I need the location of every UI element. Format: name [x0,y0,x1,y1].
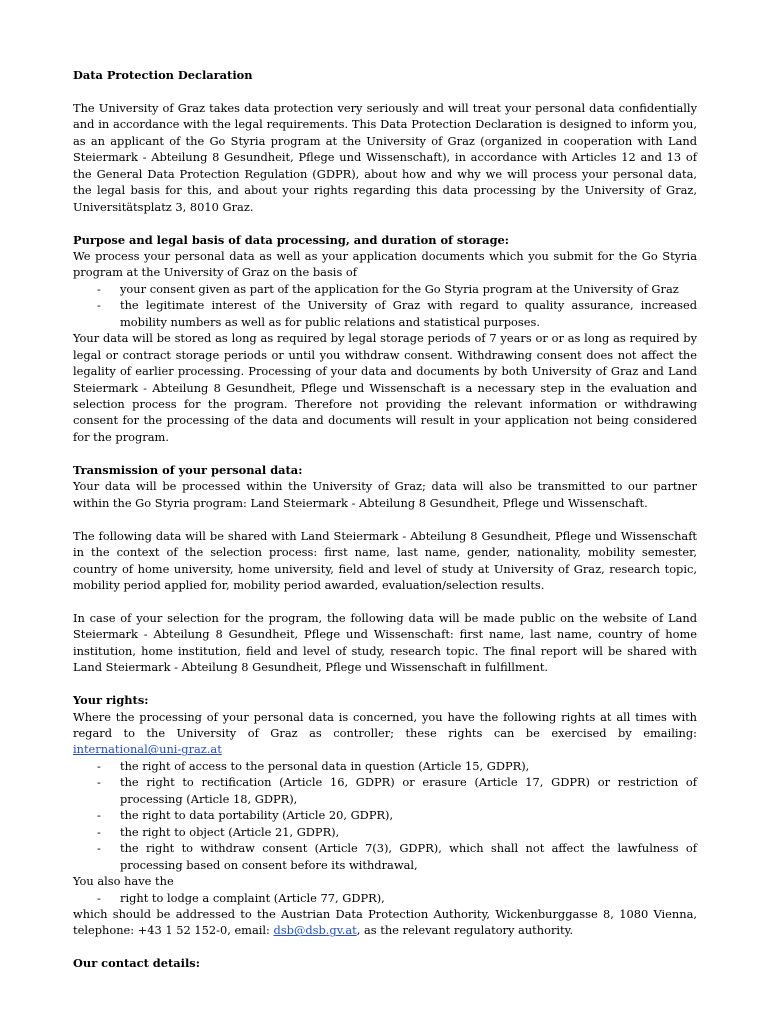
rights-heading: Your rights: [73,693,149,708]
intro-paragraph: The University of Graz takes data protection very seriously and will treat your personal data confidentially and in accordance with the legal requirements. This Data Protection Declaration is designed to inform you, as an applicant of the Go Styria program at the University of Graz (organized in cooperation with Land Steiermark - Abteilung 8 Gesundheit, Pflege und Wissenschaft), in accordance with Articles 12 and 13 of the General Data Protection Regulation (GDPR), about how and why we will process your personal data, the legal basis for this, and about your rights regarding this data processing by the University of Graz, Universitätsplatz 3, 8010 Graz. [73,100,697,214]
document-title: Data Protection Declaration [73,68,253,82]
list-item: - the right to rectification (Article 16, GDPR) or erasure (Article 17, GDPR) or restriction of processing (Article 18, GDPR), [73,774,697,807]
rights-also-list [73,890,697,906]
list-item: - the right of access to the personal data in question (Article 15, GDPR), [73,758,697,774]
rights-also: You also have the [73,874,174,889]
authority-paragraph [73,906,697,939]
transmission-heading: Transmission of your personal data: [73,462,303,477]
list-item: - the legitimate interest of the University of Graz with regard to quality assurance, increased mobility numbers as well as for public relations and statistical purposes. [73,297,697,330]
list-item: - the right to object (Article 21, GDPR), [73,824,697,840]
rights-lead-text: Where the processing of your personal data is concerned, you have the following rights at all times with regard to the University of Graz as controller; these rights can be exercised by emailing: [73,709,697,741]
transmission-paragraph-1: Your data will be processed within the University of Graz; data will also be transmitted to our partner within the Go Styria program: Land Steiermark - Abteilung 8 Gesundheit, Pflege und Wissenschaft. [73,479,697,510]
rights-list [73,758,697,873]
purpose-lead: We process your personal data as well as your application documents which you submit for the Go Styria program at the University of Graz on the basis of [73,248,697,280]
list-item: - the right to withdraw consent (Article 7(3), GDPR), which shall not affect the lawfulness of processing based on consent before its withdrawal, [73,840,697,873]
international-email-link[interactable]: international@uni-graz.at [73,742,222,757]
purpose-heading: Purpose and legal basis of data processing, and duration of storage: [73,232,509,247]
list-item: - your consent given as part of the application for the Go Styria program at the University of Graz [73,281,697,297]
document-page [73,67,697,972]
transmission-paragraph-3: In case of your selection for the program, the following data will be made public on the website of Land Steiermark - Abteilung 8 Gesundheit, Pflege und Wissenschaft: first name, last name, country of home institution, home institution, field and level of study, research topic. The final report will be shared with Land Steiermark - Abteilung 8 Gesundheit, Pflege und Wissenschaft in fulfillment. [73,610,697,675]
list-item: - right to lodge a complaint (Article 77, GDPR), [73,890,697,906]
purpose-list [73,281,697,330]
contact-heading: Our contact details: [73,956,200,971]
rights-lead [73,709,697,758]
dsb-email-link[interactable]: dsb@dsb.gv.at [273,923,357,938]
purpose-body: Your data will be stored as long as required by legal storage periods of 7 years or or as long as required by legal or contract storage periods or until you withdraw consent. Withdrawing consent does not affect the legality of earlier processing. Processing of your data and documents by both University of Graz and Land Steiermark - Abteilung 8 Gesundheit, Pflege und Wissenschaft is a necessary step in the evaluation and selection process for the program. Therefore not providing the relevant information or withdrawing consent for the processing of the data and documents will result in your application not being considered for the program. [73,331,697,444]
authority-text: which should be addressed to the Austrian Data Protection Authority, Wickenburggasse 8, 1080 Vienna, telephone: +43 1 52 152-0, email: [73,907,697,938]
transmission-paragraph-2: The following data will be shared with Land Steiermark - Abteilung 8 Gesundheit, Pflege und Wissenschaft in the context of the selection process: first name, last name, gender, nationality, mobility semester, country of home university, home university, field and level of study at University of Graz, research topic, mobility period applied for, mobility period awarded, evaluation/selection results. [73,528,697,592]
authority-text-end: , as the relevant regulatory authority. [356,923,574,938]
list-item: - the right to data portability (Article 20, GDPR), [73,807,697,823]
